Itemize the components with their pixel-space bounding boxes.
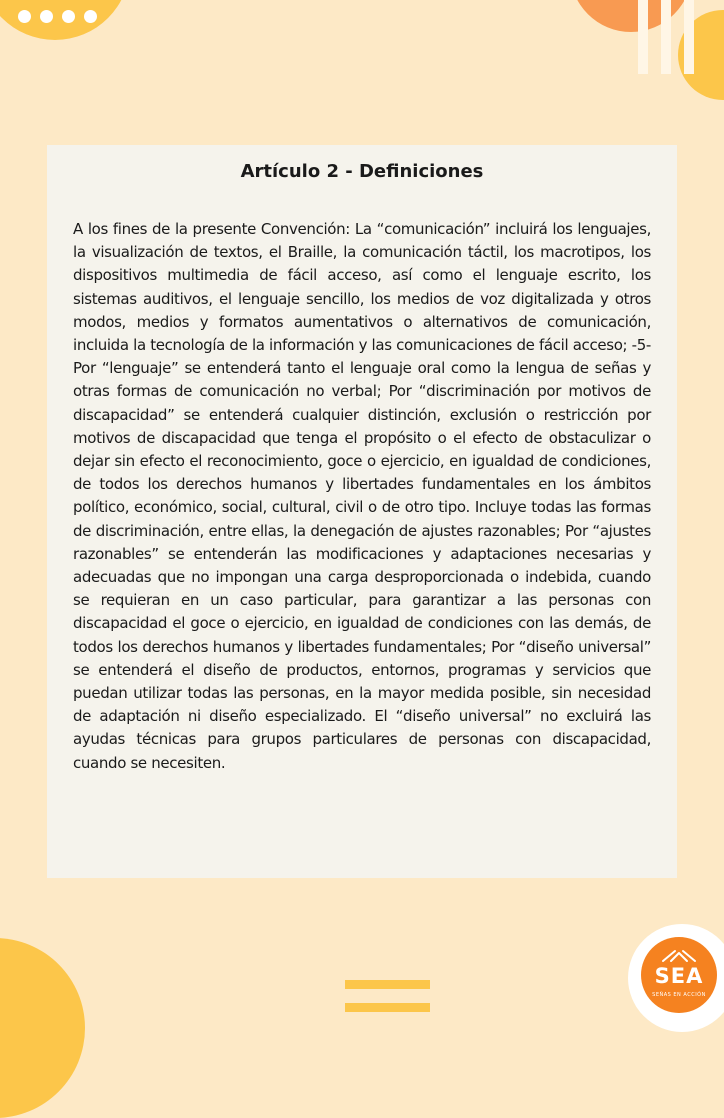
content-card bbox=[47, 145, 677, 878]
decorative-dot bbox=[40, 10, 53, 23]
decorative-dots bbox=[18, 10, 97, 23]
decorative-dot bbox=[62, 10, 75, 23]
logo-tagline: SEÑAS EN ACCIÓN bbox=[652, 992, 706, 998]
decorative-dot bbox=[18, 10, 31, 23]
decorative-line bbox=[345, 980, 430, 989]
logo-name: SEA bbox=[654, 964, 704, 988]
logo-badge bbox=[628, 924, 724, 1032]
decorative-line bbox=[345, 1003, 430, 1012]
decorative-bar bbox=[638, 0, 648, 74]
decorative-bar bbox=[661, 0, 671, 74]
article-body: A los fines de la presente Convención: La “comunicación” incluirá los lenguajes, la visualización de textos, el Braille, la comunicación táctil, los macrotipos, los dispositivos multimedia de fácil acceso, así como el lenguaje escrito, los sistemas auditivos, el lenguaje sencillo, los medios de voz digitalizada y otros modos, medios y formatos aumentativos o alternativos de comunicación, incluida la tecnología de la información y las comunicaciones de fácil acceso; -5- Por “lenguaje” se entenderá tanto el lenguaje oral como la lengua de señas y otras formas de comunicación no verbal; Por “discriminación por motivos de discapacidad” se entenderá cualquier distinción, exclusión o restricción por motivos de discapacidad que tenga el propósito o el efecto de obstaculizar o dejar sin efecto el reconocimiento, goce o ejercicio, en igualdad de condiciones, de todos los derechos humanos y libertades fundamentales en los ámbitos político, económico, social, cultural, civil o de otro tipo. Incluye todas las formas de discriminación, entre ellas, la denegación de ajustes razonables; Por “ajustes razonables” se entenderán las modificaciones y adaptaciones necesarias y adecuadas que no impongan una carga desproporcionada o indebida, cuando se requieran en un caso particular, para garantizar a las personas con discapacidad el goce o ejercicio, en igualdad de condiciones con las demás, de todos los derechos humanos y libertades fundamentales; Por “diseño universal” se entenderá el diseño de productos, entornos, programas y servicios que puedan utilizar todas las personas, en la mayor medida posible, sin necesidad de adaptación ni diseño especializado. El “diseño universal” no excluirá las ayudas técnicas para grupos particulares de personas con discapacidad, cuando se necesiten. bbox=[73, 220, 651, 772]
decorative-bar bbox=[684, 0, 694, 74]
decorative-circle-bottom-left bbox=[0, 938, 85, 1118]
decorative-dot bbox=[84, 10, 97, 23]
sea-logo bbox=[641, 937, 717, 1013]
decorative-circle-top-right bbox=[570, 0, 692, 32]
page-title: Artículo 2 - Definiciones bbox=[240, 161, 484, 182]
